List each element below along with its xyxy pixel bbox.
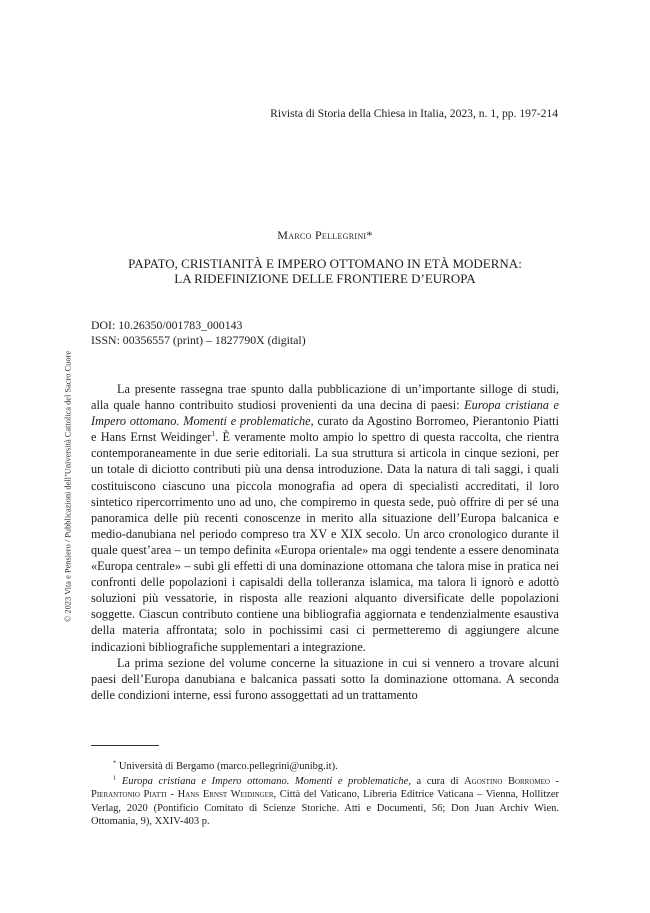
article-identifiers [91,318,306,348]
issn: ISSN: 00356557 (print) – 1827790X (digital) [91,333,306,347]
author-footnote-mark: * [366,228,373,242]
copyright-sidebar: © 2023 Vita e Pensiero / Pubblicazioni dell’Università Cattolica del Sacro Cuore [63,350,73,623]
title-line-2: LA RIDEFINIZIONE DELLE FRONTIERE D’EUROPA [174,271,476,286]
footnotes [91,760,559,830]
footnote-star: * Università di Bergamo (marco.pellegrini@unibg.it). [113,759,338,772]
footnote-1: $^1$ Europa cristiana e Impero ottomano. Momenti e problematiche, a cura di Agostino Borromeo - Pierantonio Piatti - Hans Ernst Weidinger, Città del Vaticano, Libreria Editrice Vaticana – Vienna, Hollitzer Verlag, 2020 (Pontificio Comitato di Scienze Storiche. Atti e Documenti, 56; Don Juan Archiv Wien. Ottomania, 9), XXIV-403 p. [91,774,560,827]
doi: DOI: 10.26350/001783_000143 [91,318,243,332]
book-title: Europa cristiana e Impero ottomano. Momenti e problematiche [91,398,560,429]
paragraph-2: La prima sezione del volume concerne la situazione in cui si vennero a trovare alcuni paesi dell’Europa danubiana e balcanica passati sotto la dominazione ottomana. A seconda delle condizioni interne, essi furono assoggettati ad un trattamento [91,655,559,702]
journal-reference: Rivista di Storia della Chiesa in Italia, 2023, n. 1, pp. 197-214 [270,107,558,120]
footnote-ref-1[interactable]: 1 [211,429,216,439]
author-name: Marco Pellegrini* [277,228,373,242]
title-line-1: PAPATO, CRISTIANITÀ E IMPERO OTTOMANO IN ETÀ MODERNA: [128,256,522,271]
footnote-divider [91,745,159,746]
paragraph-1: La presente rassegna trae spunto dalla pubblicazione di un’importante silloge di studi, alla quale hanno contribuito studiosi provenienti da una decina di paesi: Europa cristiana e Impero ottomano. Momenti e problematiche, curato da Agostino Borromeo, Pierantonio Piatti e Hans Ernst Weidinger$^1$. È veramente molto ampio lo spettro di questa raccolta, che rientra contemporaneamente in due serie editoriali. La sua struttura si articola in cinque sezioni, per un totale di diciotto contributi più una densa introduzione. Data la natura di tali saggi, i quali costituiscono ciascuno una piccola monografia ad opera di specialisti accreditati, il loro sintetico ripercorrimento uno ad uno, che compiremo in questa sede, può offrire di per sé una panoramica delle più recenti conoscenze in merito alla situazione dell’Europa balcanica e medio-danubiana nel periodo compreso tra XV e XIX secolo. Un arco cronologico durante il quale quest’area – un tempo definita «Europa orientale» ma oggi tendente a essere denominata «Europa centrale» – subì gli effetti di una dominazione ottomana che talora mise in pratica nei confronti delle popolazioni i capisaldi della tolleranza islamica, ma talora li ignorò e adottò soluzioni più vessatorie, in risposta alle reazioni alquanto diversificate delle popolazioni soggette. Ciascun contributo contiene una bibliografia aggiornata e tendenzialmente esaustiva della materia affrontata; solo in pochissimi casi ci permetteremo di aggiungere alcune indicazioni bibliografiche supplementari a integrazione. [91,382,560,654]
article-body [91,381,559,703]
article-title [60,256,590,286]
